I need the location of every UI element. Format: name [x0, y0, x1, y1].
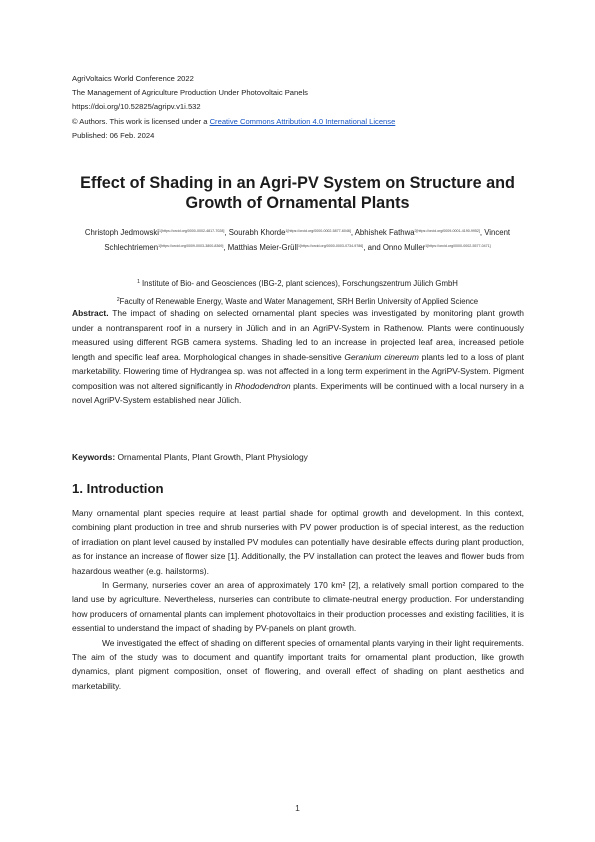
paper-title: Effect of Shading in an Agri-PV System on Structure and Growth of Ornamental Plants: [80, 174, 515, 212]
affiliations: [62, 274, 533, 310]
proceedings-series: The Management of Agriculture Production Under Photovoltaic Panels: [72, 88, 308, 98]
keywords-label: Keywords:: [72, 452, 116, 462]
author-name: Sourabh Khorde: [228, 228, 286, 237]
author-name: Christoph Jedmowski: [84, 228, 159, 237]
keywords-text: Ornamental Plants, Plant Growth, Plant Physiology: [115, 452, 308, 462]
orcid-link[interactable]: 2[https://orcid.org/0009-0001-4190-9952]: [414, 229, 480, 233]
author-name: Abhishek Fathwa: [354, 228, 415, 237]
publication-metadata: [72, 72, 527, 143]
paragraph: Many ornamental plant species require at least partial shade for optimal growth and development. In this context, combining plant production in tree and shrub nurseries with PV power production is of special interest, as the reduction of irradiation on plant level caused by installed PV modules can potentially have desirable effects during plant production, as for instance an increase of flower size [1]. Additionally, the PV installation can protect the leaves and flower buds from hazardous weather (e.g. hailstorms).: [72, 508, 524, 576]
abstract-label: Abstract.: [72, 308, 109, 318]
conference-name: AgriVoltaics World Conference 2022: [72, 74, 194, 83]
species-name: Rhododendron: [234, 380, 291, 391]
page-number: 1: [295, 803, 300, 813]
author-name: Vincent Schlechtriemen: [104, 228, 511, 252]
author-name: Onno Muller: [382, 242, 426, 252]
doi-link[interactable]: https://doi.org/10.52825/agripv.v1i.532: [72, 102, 201, 112]
affiliation-2: $^2$Faculty of Renewable Energy, Waste and Water Management, SRH Berlin University of Applied Science: [116, 297, 479, 306]
introduction-body: [72, 506, 524, 693]
author-list: Christoph Jedmowski$^{1[https://orcid.org/0000-0002-4817-7028]}$, Sourabh Khorde$^{1[https://orcid.org/0000-0002-5877-6046]}$, Abhishek Fathwa$^{2[https://orcid.org/0009-0001-4190-9952]}$, Vincent Schlechtriemen$^{1[https://orcid.org/0009-0003-3800-8369]}$, Matthias Meier-Grüll$^{1[https://orcid.org/0000-0003-0734-9786]}$, and Onno Muller$^{1[https://orcid.org/0000-0002-5577-0471]}$: [84, 228, 511, 252]
keywords: [72, 450, 524, 464]
affiliation-1: $^1$ Institute of Bio- and Geosciences (IBG-2, plant sciences), Forschungszentrum Jülich GmbH: [137, 279, 458, 288]
section-heading: 1. Introduction: [72, 481, 164, 496]
license-statement: [72, 115, 527, 129]
published-date: Published: 06 Feb. 2024: [72, 130, 155, 140]
orcid-link[interactable]: 1[https://orcid.org/0000-0003-0734-9786]: [297, 243, 364, 248]
paragraph: In Germany, nurseries cover an area of approximately 170 km² [2], a relatively small portion compared to the land use by agriculture. Nevertheless, nurseries can contribute to climate-neutral energy production. For understanding how producers of ornamental plants can implement photovoltaics in their production processes and existing facilities, it is essential to understand the impact of shading by PV-panels on plant growth.: [72, 580, 524, 634]
orcid-link[interactable]: 1[https://orcid.org/0009-0003-3800-8369]: [158, 243, 224, 248]
paragraph: We investigated the effect of shading on different species of ornamental plants varying in their light requirements. The aim of the study was to document and quantify important traits for ornamental plant production, like growth dynamics, plant pigment composition, onset of flowering, and overall effect of shading on plant aesthetics and marketability.: [72, 637, 524, 691]
orcid-link[interactable]: 1[https://orcid.org/0000-0002-5577-0471]: [425, 243, 491, 248]
species-name: Geranium cinereum: [344, 351, 419, 362]
orcid-link[interactable]: 1[https://orcid.org/0000-0002-5877-6046]: [285, 229, 351, 233]
license-prefix: © Authors. This work is licensed under a: [72, 116, 210, 126]
abstract: Abstract. The impact of shading on selected ornamental plant species was investigated by monitoring plant growth under a nontransparent roof in a nursery in Jülich and in an AgriPV-System in Rathenow. Plants were continuously measured using different RGB camera systems. Shading led to an increase in projected leaf area, increased petiole length and specific leaf area. Morphological changes in shade-sensitive Geranium cinereum plants led to a loss of plant marketability. Flowering time of Hydrangea sp. was not affected in a long term experiment in the AgriPV-System. Pigment composition was not altered significantly in Rhododendron plants. Experiments will be continued with a local nursery in a novel AgriPV-System established near Jülich.: [72, 308, 524, 405]
orcid-link[interactable]: 1[https://orcid.org/0000-0002-4817-7028]: [159, 229, 225, 233]
license-link[interactable]: Creative Commons Attribution 4.0 International License: [209, 116, 396, 126]
author-name: Matthias Meier-Grüll: [227, 242, 298, 252]
